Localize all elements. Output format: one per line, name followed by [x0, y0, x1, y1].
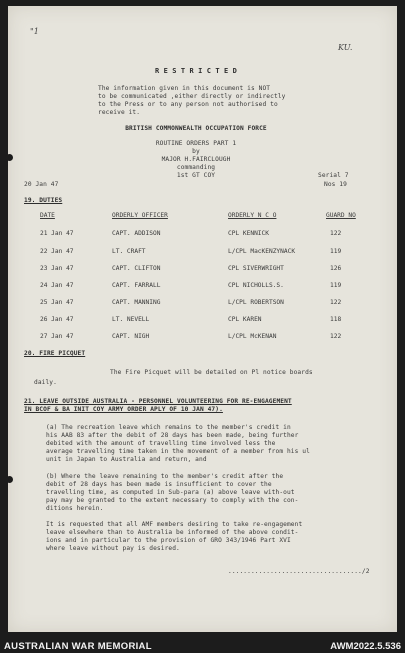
duty-officer: CAPT. NIGH: [112, 333, 150, 340]
duty-date: 22 Jan 47: [40, 248, 74, 255]
duty-guard: 122: [330, 230, 342, 237]
duty-guard: 118: [330, 316, 342, 323]
para-line: It is requested that all AMF members desiring to take re-engagement: [46, 521, 303, 528]
table-header-row: [8, 212, 397, 222]
picquet-text: daily.: [34, 379, 57, 386]
duty-officer: LT. CRAFT: [112, 248, 146, 255]
section-duties-heading: 19. DUTIES: [24, 197, 63, 204]
duty-date: 26 Jan 47: [40, 316, 74, 323]
duty-officer: CAPT. MANNING: [112, 299, 161, 306]
para-line: leave elsewhere than to Australia be informed of the above condit-: [46, 529, 299, 536]
section-leave-heading-cont: IN BCOF & BA INIT COY ARMY ORDER APLY OF 10 JAN 47).: [24, 406, 223, 413]
para-line: debited with the amount of travelling time involved less the: [46, 440, 276, 447]
archive-name: AUSTRALIAN WAR MEMORIAL: [4, 641, 152, 652]
commander-name: MAJOR H.FAIRCLOUGH: [161, 156, 231, 163]
para-line: (a) The recreation leave which remains to the member's credit in: [46, 424, 291, 431]
para-line: ions and in particular to the provision of GRO 343/1946 Part XVI: [46, 537, 291, 544]
commanding-label: commanding: [176, 164, 216, 171]
duty-nco: L/CPL ROBERTSON: [228, 299, 284, 306]
column-header-guard: GUARD NO: [326, 212, 356, 219]
handwritten-mark-left: "1: [30, 27, 39, 36]
section-leave-heading: 21. LEAVE OUTSIDE AUSTRALIA - PERSONNEL VOLUNTEERING FOR RE-ENGAGEMENT: [24, 398, 292, 405]
column-header-date: DATE: [40, 212, 55, 219]
duty-date: 24 Jan 47: [40, 282, 74, 289]
para-line: unit in Japan to Australia and return, and: [46, 456, 207, 463]
duty-date: 21 Jan 47: [40, 230, 74, 237]
column-header-officer: ORDERLY OFFICER: [112, 212, 168, 219]
notice-line: receive it.: [98, 109, 141, 116]
duty-date: 25 Jan 47: [40, 299, 74, 306]
table-row: [8, 248, 397, 258]
continued-marker: .................................../2: [228, 568, 370, 575]
order-number: Nos 19: [324, 181, 347, 188]
classification-heading: R E S T R I C T E D: [155, 67, 237, 75]
para-line: average travelling time taken in the movement of a member from his ul: [46, 448, 310, 455]
duty-guard: 119: [330, 248, 342, 255]
notice-line: to be communicated ,either directly or indirectly: [98, 93, 286, 100]
duty-nco: CPL KENNICK: [228, 230, 269, 237]
duty-nco: L/CPL McKENAN: [228, 333, 277, 340]
para-line: pay may be granted to the extent necessary to comply with the con-: [46, 497, 299, 504]
duty-date: 27 Jan 47: [40, 333, 74, 340]
order-date: 20 Jan 47: [24, 181, 59, 188]
para-line: (b) Where the leave remaining to the member's credit after the: [46, 473, 284, 480]
picquet-text: The Fire Picquet will be detailed on Pl notice boards: [110, 369, 313, 376]
archive-reference: AWM2022.5.536: [330, 641, 401, 652]
binder-hole: [6, 154, 13, 161]
force-title: BRITISH COMMONWEALTH OCCUPATION FORCE: [125, 125, 267, 132]
orders-by: by: [192, 148, 200, 155]
para-line: travelling time, as computed in Sub-para (a) above leave with-out: [46, 489, 295, 496]
duty-nco: CPL NICHOLLS.S.: [228, 282, 284, 289]
table-row: [8, 316, 397, 326]
duty-guard: 122: [330, 333, 342, 340]
column-header-nco: ORDERLY N C O: [228, 212, 277, 219]
duty-officer: LT. NEVELL: [112, 316, 150, 323]
notice-line: to the Press or to any person not authorised to: [98, 101, 278, 108]
document-page: [8, 6, 397, 632]
duty-date: 23 Jan 47: [40, 265, 74, 272]
serial-number: Serial 7: [318, 172, 349, 179]
para-line: ditions herein.: [46, 505, 104, 512]
duty-guard: 119: [330, 282, 342, 289]
para-line: debit of 28 days has been made is insufficient to cover the: [46, 481, 272, 488]
section-picquet-heading: 20. FIRE PICQUET: [24, 350, 86, 357]
unit-name: 1st GT COY: [176, 172, 216, 179]
duty-guard: 126: [330, 265, 342, 272]
para-line: his AAB 83 after the debit of 28 days has been made, being further: [46, 432, 299, 439]
binder-hole: [6, 476, 13, 483]
duty-officer: CAPT. CLIFTON: [112, 265, 161, 272]
table-row: [8, 265, 397, 275]
para-line: where leave without pay is desired.: [46, 545, 180, 552]
duty-officer: CAPT. ADDISON: [112, 230, 161, 237]
archive-footer: [0, 640, 405, 653]
table-row: [8, 230, 397, 240]
duty-nco: CPL SIVERWRIGHT: [228, 265, 284, 272]
duty-nco: L/CPL MacKENZYNACK: [228, 248, 296, 255]
table-row: [8, 333, 397, 343]
notice-line: The information given in this document is NOT: [98, 85, 271, 92]
handwritten-mark-right: KU.: [338, 43, 353, 52]
orders-title: ROUTINE ORDERS PART 1: [155, 140, 237, 147]
duty-nco: CPL KAREN: [228, 316, 262, 323]
duty-officer: CAPT. FARRALL: [112, 282, 161, 289]
duty-guard: 122: [330, 299, 342, 306]
table-row: [8, 299, 397, 309]
table-row: [8, 282, 397, 292]
